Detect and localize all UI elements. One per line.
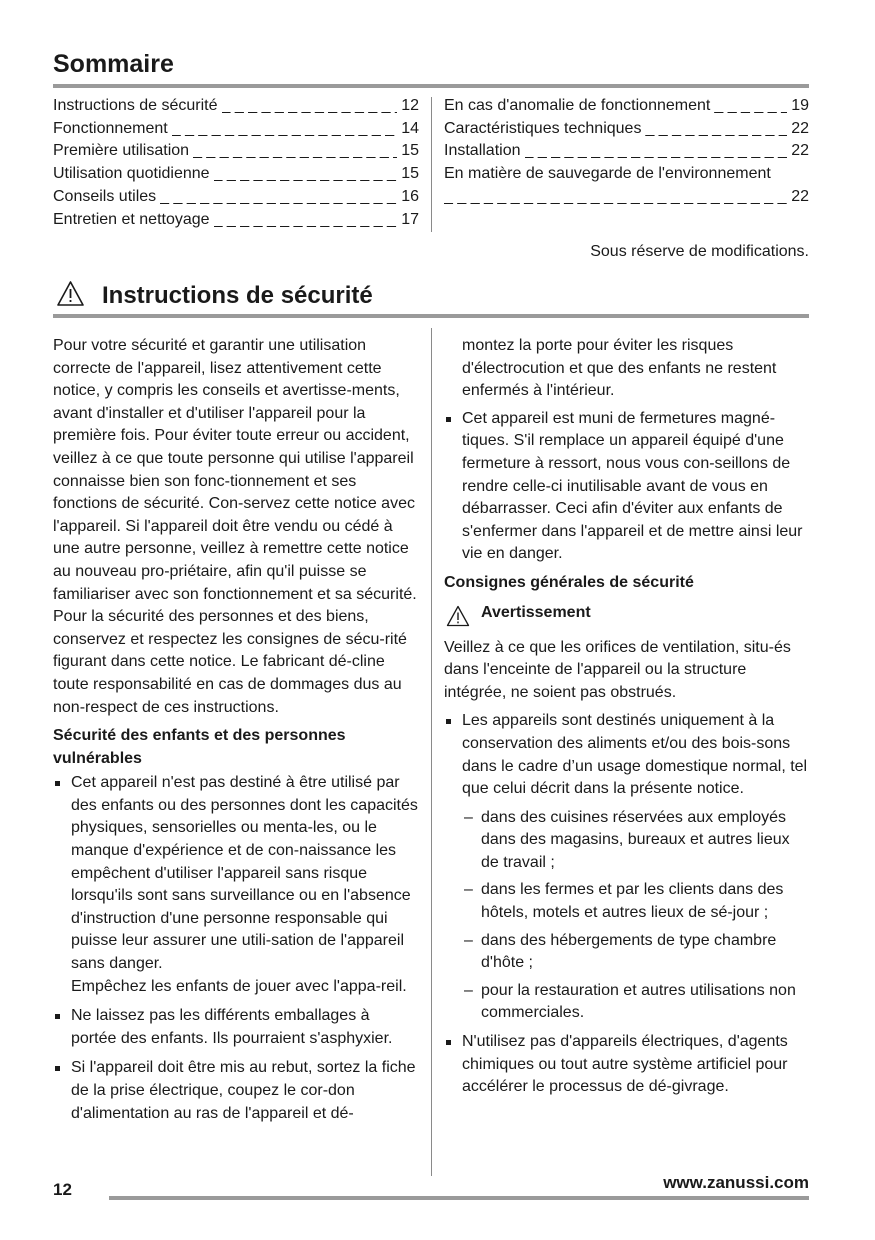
toc-column-divider bbox=[431, 97, 432, 232]
intro-paragraph: Pour la sécurité des personnes et des biens, conservez et respectez les consignes de sécu-rité figurant dans cette notice. Le fabricant dé-cline toute responsabilité en cas de dommages dus au non-respect de ces instructions. bbox=[53, 608, 407, 716]
list-item-continuation: montez la porte pour éviter les risques d'électrocution et que des enfants ne restent enfermés à l'intérieur. bbox=[462, 337, 777, 400]
toc-entry[interactable]: Utilisation quotidienne _ _ _ 15 bbox=[53, 163, 419, 186]
toc-title: Sommaire bbox=[53, 50, 174, 78]
list-item: Ne laissez pas les différents emballages à portée des enfants. Ils pourraient s'asphyxier. bbox=[53, 1005, 419, 1050]
toc-entry[interactable]: Entretien et nettoyage _ _ _ 17 bbox=[53, 209, 419, 232]
website-link[interactable]: www.zanussi.com bbox=[663, 1173, 809, 1192]
sub-list-item: – pour la restauration et autres utilisations non commerciales. bbox=[462, 980, 810, 1025]
list-item: Cet appareil n'est pas destiné à être utilisé par des enfants ou des personnes dont les capacités physiques, sensorielles ou menta-les, ou le manque d'expérience et de con-naissance les empêchent d'utiliser l'appareil sans risque lorsqu'ils sont sans surveillance ou en l'absence d'instruction d'une personne responsable qui puisse leur assurer une utili-sation de l'appareil sans danger. Empêchez les enfants de jouer avec l'appa-reil. bbox=[53, 772, 419, 998]
list-item: Les appareils sont destinés uniquement à la conservation des aliments et/ou des bois-sons dans le cadre d’un usage domestique normal, tel que celui décrit dans la présente notice. – dans des cuisines réservées aux employés dans des magasins, bureaux et autres lieux de travail ; – dans les fermes et par les clients dans des hôtels, motels et autres lieux de sé-jour ; – dans des hébergements de type chambre d'hôte ; – pour la restauration et autres utilisations non commerciales. bbox=[444, 710, 810, 1025]
body-right-column bbox=[444, 335, 810, 1099]
warning-text: Veillez à ce que les orifices de ventilation, situ-és dans l'enceinte de l'appareil ou la structure intégrée, ne soient pas obstrués. bbox=[444, 638, 791, 701]
toc-entry[interactable]: En cas d'anomalie de fonctionnement _ _ _ 19 bbox=[444, 95, 809, 118]
toc-left-column bbox=[53, 95, 419, 231]
list-item: Si l'appareil doit être mis au rebut, sortez la fiche de la prise électrique, coupez le cor-don d'alimentation au ras de l'appareil et dé- bbox=[53, 1057, 419, 1125]
toc-right-column bbox=[444, 95, 809, 209]
section-title: Instructions de sécurité bbox=[102, 282, 373, 309]
toc-entry[interactable]: Installation _ _ _ 22 bbox=[444, 140, 809, 163]
footer-rule bbox=[109, 1196, 809, 1200]
intro-paragraph: Pour votre sécurité et garantir une utilisation correcte de l'appareil, lisez attentivement cette notice, y compris les conseils et avertisse-ments, avant d'installer et d'utiliser l'appareil pour la première fois. Pour éviter toute erreur ou accident, veillez à ce que toute personne qui utilise l'appareil connaisse bien son fonc-tionnement et ses fonctions de sécurité. Con-servez cette notice avec l'appareil. Si l'appareil doit être vendu ou cédé à une autre personne, veillez à remettre cette notice au nouveau pro-priétaire, afin qu'il puisse se familiariser avec son fonctionnement et sa sécurité. bbox=[53, 337, 417, 603]
warning-label: Avertissement bbox=[481, 603, 591, 621]
body-left-column bbox=[53, 335, 419, 1125]
toc-entry[interactable]: Instructions de sécurité _ _ _ 12 bbox=[53, 95, 419, 118]
list-item: Cet appareil est muni de fermetures magné-tiques. S'il remplace un appareil équipé d'une fermeture à ressort, nous vous con-seillons de rendre celle-ci inutilisable avant de vous en débarrasser. Ceci afin d'éviter aux enfants de s'enfermer dans l'appareil et de mettre ainsi leur vie en danger. bbox=[444, 408, 810, 566]
toc-entry[interactable]: En matière de sauvegarde de l'environnement _ _ _ 22 bbox=[444, 163, 809, 208]
children-heading: Sécurité des enfants et des personnes vulnérables bbox=[53, 727, 346, 767]
general-heading: Consignes générales de sécurité bbox=[444, 573, 694, 591]
toc-entry[interactable]: Première utilisation _ _ _ 15 bbox=[53, 140, 419, 163]
sub-list-item: – dans les fermes et par les clients dans des hôtels, motels et autres lieux de sé-jour ; bbox=[462, 879, 810, 924]
section-title-rule bbox=[53, 314, 809, 318]
warning-triangle-icon bbox=[56, 280, 85, 307]
toc-entry[interactable]: Conseils utiles _ _ _ 16 bbox=[53, 186, 419, 209]
warning-triangle-icon bbox=[446, 605, 470, 627]
sub-list-item: – dans des cuisines réservées aux employés dans des magasins, bureaux et autres lieux de travail ; bbox=[462, 807, 810, 875]
page-number: 12 bbox=[53, 1180, 72, 1199]
toc-entry[interactable]: Fonctionnement _ _ _ 14 bbox=[53, 118, 419, 141]
toc-title-rule bbox=[53, 84, 809, 88]
list-item: N'utilisez pas d'appareils électriques, d'agents chimiques ou tout autre système artificiel pour accélérer le processus de dé-givrage. bbox=[444, 1031, 810, 1099]
toc-entry[interactable]: Caractéristiques techniques _ _ _ 22 bbox=[444, 118, 809, 141]
body-column-divider bbox=[431, 328, 432, 1176]
sub-list-item: – dans des hébergements de type chambre d'hôte ; bbox=[462, 930, 810, 975]
warning-block bbox=[444, 601, 810, 637]
modification-note: Sous réserve de modifications. bbox=[590, 243, 809, 260]
